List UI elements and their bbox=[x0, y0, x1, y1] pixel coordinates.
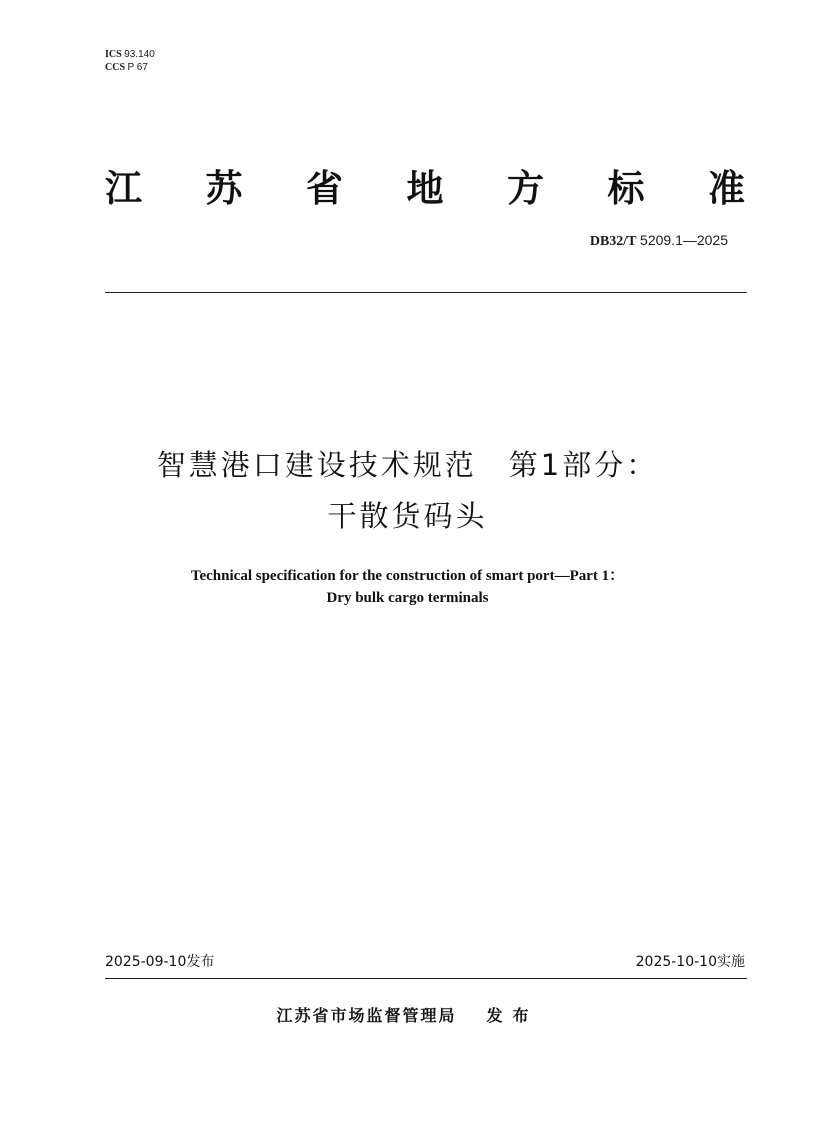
ics-label: ICS bbox=[105, 49, 122, 60]
implementation-date: 2025-10-10实施 bbox=[635, 954, 745, 970]
standard-type-char: 地 bbox=[406, 167, 444, 210]
ccs-value: P 67 bbox=[127, 62, 148, 73]
title-chinese-line2: 干散货码头 bbox=[327, 499, 488, 533]
publisher-organization: 江苏省市场监督管理局 bbox=[276, 1006, 457, 1025]
issue-date: 2025-09-10发布 bbox=[105, 954, 215, 970]
title-chinese-line1: 智慧港口建设技术规范 第1部分： bbox=[156, 448, 659, 482]
standard-type-char: 方 bbox=[507, 167, 544, 210]
ccs-code bbox=[105, 61, 155, 74]
title-english-line2: Dry bulk cargo terminals bbox=[326, 590, 489, 606]
standard-number bbox=[590, 232, 728, 250]
standard-number-prefix: DB32/T bbox=[589, 234, 637, 249]
standard-type-char: 标 bbox=[607, 167, 645, 210]
standard-number-value: 5209.1—2025 bbox=[640, 232, 728, 248]
ics-value: 93.140 bbox=[124, 49, 155, 60]
footer-divider bbox=[105, 978, 747, 979]
standard-type-char: 省 bbox=[306, 167, 343, 210]
classification-codes bbox=[105, 48, 155, 74]
title-english-line1: Technical specification for the construction of smart port—Part 1： bbox=[190, 568, 625, 584]
standard-type-heading bbox=[105, 155, 745, 215]
ccs-label: CCS bbox=[105, 62, 126, 73]
publisher bbox=[0, 1003, 815, 1026]
standard-type-char: 苏 bbox=[205, 167, 243, 210]
standard-type-char: 江 bbox=[105, 167, 142, 210]
ics-code bbox=[105, 48, 155, 61]
publisher-action: 发布 bbox=[486, 1006, 539, 1025]
header-divider bbox=[105, 292, 747, 293]
standard-type-char: 准 bbox=[708, 167, 745, 210]
